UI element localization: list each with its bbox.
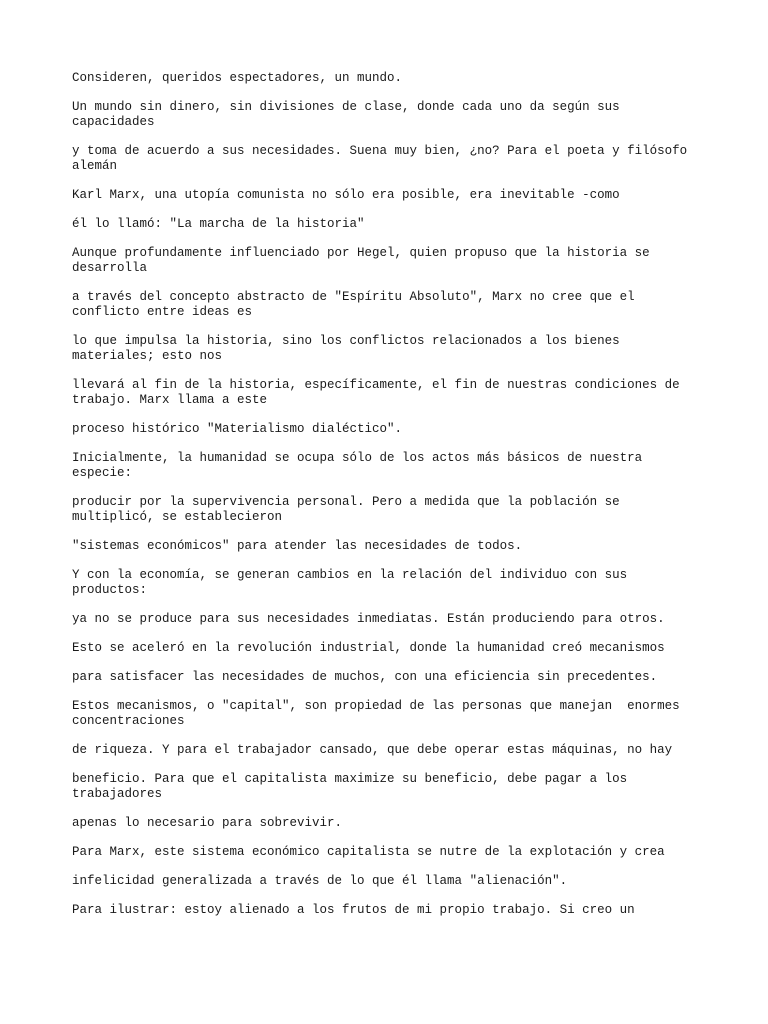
paragraph: Un mundo sin dinero, sin divisiones de clase, donde cada uno da según sus capacidades <box>72 100 620 129</box>
paragraph: a través del concepto abstracto de "Espíritu Absoluto", Marx no cree que el conflicto entre ideas es <box>72 290 635 319</box>
paragraph: "sistemas económicos" para atender las necesidades de todos. <box>72 539 523 553</box>
paragraph: Karl Marx, una utopía comunista no sólo era posible, era inevitable -como <box>72 188 620 202</box>
paragraph: ya no se produce para sus necesidades inmediatas. Están produciendo para otros. <box>72 612 665 626</box>
paragraph: Esto se aceleró en la revolución industrial, donde la humanidad creó mecanismos <box>72 641 665 655</box>
paragraph: llevará al fin de la historia, específicamente, el fin de nuestras condiciones de trabajo. Marx llama a este <box>72 378 680 407</box>
paragraph: beneficio. Para que el capitalista maximize su beneficio, debe pagar a los trabajadores <box>72 772 628 801</box>
paragraph: infelicidad generalizada a través de lo que él llama "alienación". <box>72 874 568 888</box>
paragraph: producir por la supervivencia personal. Pero a medida que la población se multiplicó, se establecieron <box>72 495 620 524</box>
paragraph: proceso histórico "Materialismo dialéctico". <box>72 422 403 436</box>
paragraph: lo que impulsa la historia, sino los conflictos relacionados a los bienes materiales; esto nos <box>72 334 620 363</box>
paragraph: apenas lo necesario para sobrevivir. <box>72 816 343 830</box>
paragraph: para satisfacer las necesidades de muchos, con una eficiencia sin precedentes. <box>72 670 658 684</box>
paragraph: Estos mecanismos, o "capital", son propiedad de las personas que manejan enormes concentraciones <box>72 699 680 728</box>
paragraph: y toma de acuerdo a sus necesidades. Suena muy bien, ¿no? Para el poeta y filósofo alemán <box>72 144 688 173</box>
paragraph: él lo llamó: "La marcha de la historia" <box>72 217 365 231</box>
paragraph: Aunque profundamente influenciado por Hegel, quien propuso que la historia se desarrolla <box>72 246 650 275</box>
paragraph: Para ilustrar: estoy alienado a los frutos de mi propio trabajo. Si creo un <box>72 903 635 917</box>
paragraph: Y con la economía, se generan cambios en la relación del individuo con sus productos: <box>72 568 628 597</box>
paragraph: de riqueza. Y para el trabajador cansado, que debe operar estas máquinas, no hay <box>72 743 673 757</box>
paragraph: Consideren, queridos espectadores, un mundo. <box>72 71 403 85</box>
document-body <box>72 71 692 932</box>
paragraph: Inicialmente, la humanidad se ocupa sólo de los actos más básicos de nuestra especie: <box>72 451 643 480</box>
paragraph: Para Marx, este sistema económico capitalista se nutre de la explotación y crea <box>72 845 665 859</box>
